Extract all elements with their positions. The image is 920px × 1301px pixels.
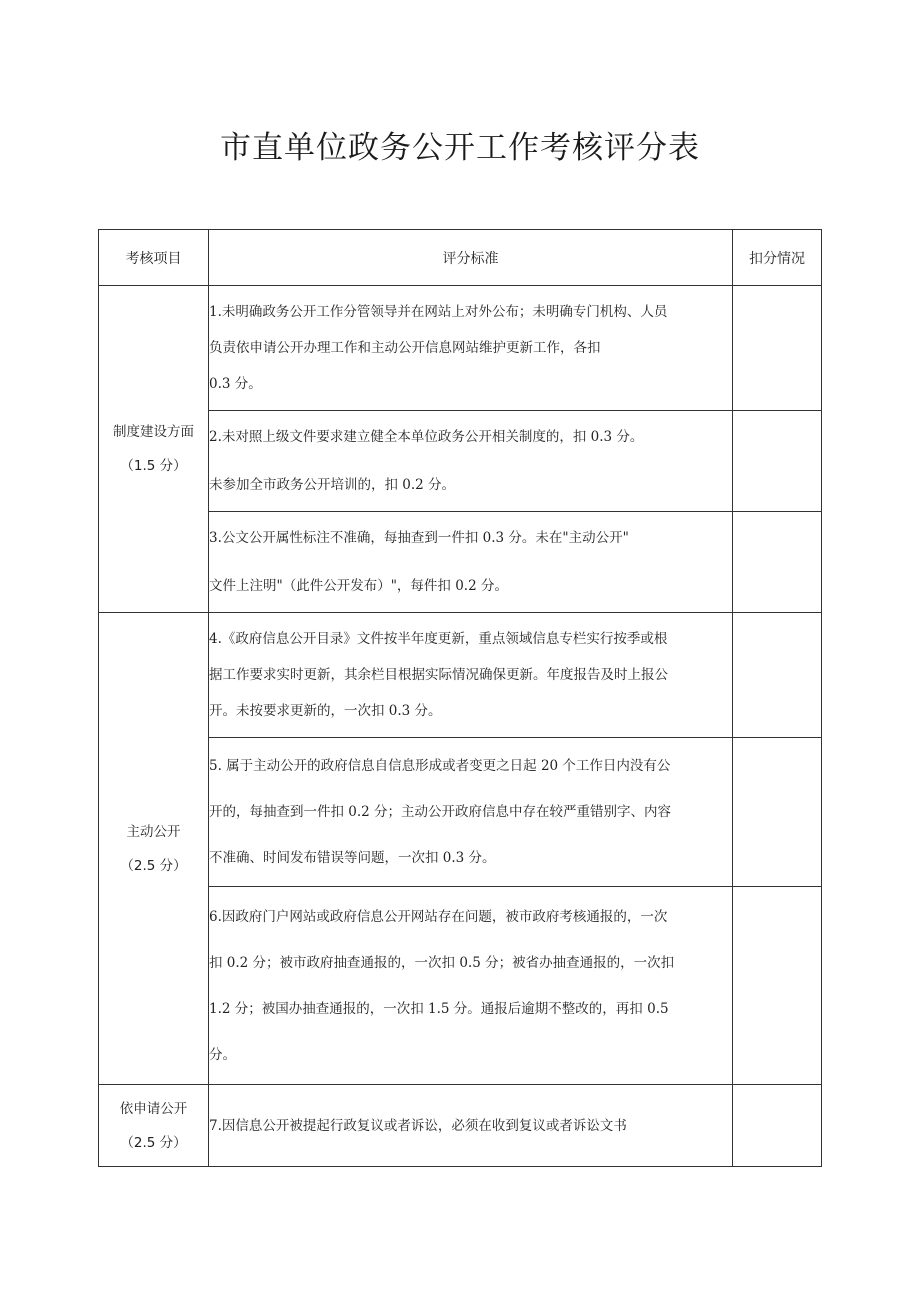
deduction-cell[interactable]: [733, 887, 822, 1085]
deduction-cell[interactable]: [733, 1085, 822, 1167]
criteria-line: 7.因信息公开被提起行政复议或者诉讼，必须在收到复议或者诉讼文书: [209, 1117, 627, 1134]
category-name: 主动公开: [126, 823, 181, 840]
criteria-line: 4.《政府信息公开目录》文件按半年度更新，重点领域信息专栏实行按季或根: [209, 631, 668, 647]
deduction-cell[interactable]: [733, 411, 822, 512]
criteria-line: 1.2 分；被国办抽查通报的，一次扣 1.5 分。通报后逾期不整改的，再扣 0.5: [209, 1000, 669, 1017]
criteria-line: 据工作要求实时更新，其余栏目根据实际情况确保更新。年度报告及时上报公: [209, 667, 668, 683]
criteria-line: 文件上注明"（此件公开发布）"，每件扣 0.2 分。: [209, 578, 508, 594]
criteria-line: 5. 属于主动公开的政府信息自信息形成或者变更之日起 20 个工作日内没有公: [209, 758, 671, 774]
criteria-cell: [209, 738, 733, 887]
criteria-line: 负责依申请公开办理工作和主动公开信息网站维护更新工作，各扣: [209, 340, 601, 356]
criteria-line: 开的，每抽查到一件扣 0.2 分；主动公开政府信息中存在较严重错别字、内容: [209, 804, 672, 820]
criteria-line: 分。: [209, 1046, 236, 1063]
deduction-cell[interactable]: [733, 286, 822, 411]
criteria-cell: [209, 512, 733, 613]
criteria-cell: [209, 411, 733, 512]
category-cell: [99, 1085, 209, 1167]
criteria-line: 1.未明确政务公开工作分管领导并在网站上对外公布；未明确专门机构、人员: [209, 304, 668, 320]
deduction-cell[interactable]: [733, 512, 822, 613]
deduction-cell[interactable]: [733, 738, 822, 887]
table-row: [99, 613, 822, 738]
category-points: （2.5 分）: [120, 1134, 187, 1151]
category-points: （2.5 分）: [120, 857, 187, 874]
criteria-line: 开。未按要求更新的，一次扣 0.3 分。: [209, 703, 442, 719]
criteria-cell: [209, 613, 733, 738]
criteria-line: 0.3 分。: [209, 376, 262, 392]
table-header-row: [99, 230, 822, 286]
category-name: 制度建设方面: [113, 424, 194, 440]
header-deduction: 扣分情况: [733, 230, 822, 286]
criteria-cell: [209, 286, 733, 411]
criteria-line: 扣 0.2 分；被市政府抽查通报的，一次扣 0.5 分；被省办抽查通报的，一次扣: [209, 954, 675, 971]
table-row: [99, 286, 822, 411]
criteria-cell: [209, 1085, 733, 1167]
criteria-line: 未参加全市政务公开培训的，扣 0.2 分。: [209, 477, 456, 493]
criteria-line: 2.未对照上级文件要求建立健全本单位政务公开相关制度的，扣 0.3 分。: [209, 429, 644, 445]
category-cell: [99, 613, 209, 1085]
category-name: 依申请公开: [119, 1100, 188, 1117]
criteria-line: 不准确、时间发布错误等问题，一次扣 0.3 分。: [209, 850, 496, 866]
table-row: [99, 1085, 822, 1167]
deduction-cell[interactable]: [733, 613, 822, 738]
page-title: 市直单位政务公开工作考核评分表: [220, 130, 700, 166]
criteria-line: 3.公文公开属性标注不准确，每抽查到一件扣 0.3 分。未在"主动公开": [209, 530, 629, 546]
category-points: （1.5 分）: [120, 458, 187, 474]
category-cell: [99, 286, 209, 613]
scoring-table: [98, 229, 822, 1167]
criteria-line: 6.因政府门户网站或政府信息公开网站存在问题，被市政府考核通报的，一次: [209, 908, 668, 925]
header-criteria: 评分标准: [209, 230, 733, 286]
criteria-cell: [209, 887, 733, 1085]
header-item: 考核项目: [99, 230, 209, 286]
